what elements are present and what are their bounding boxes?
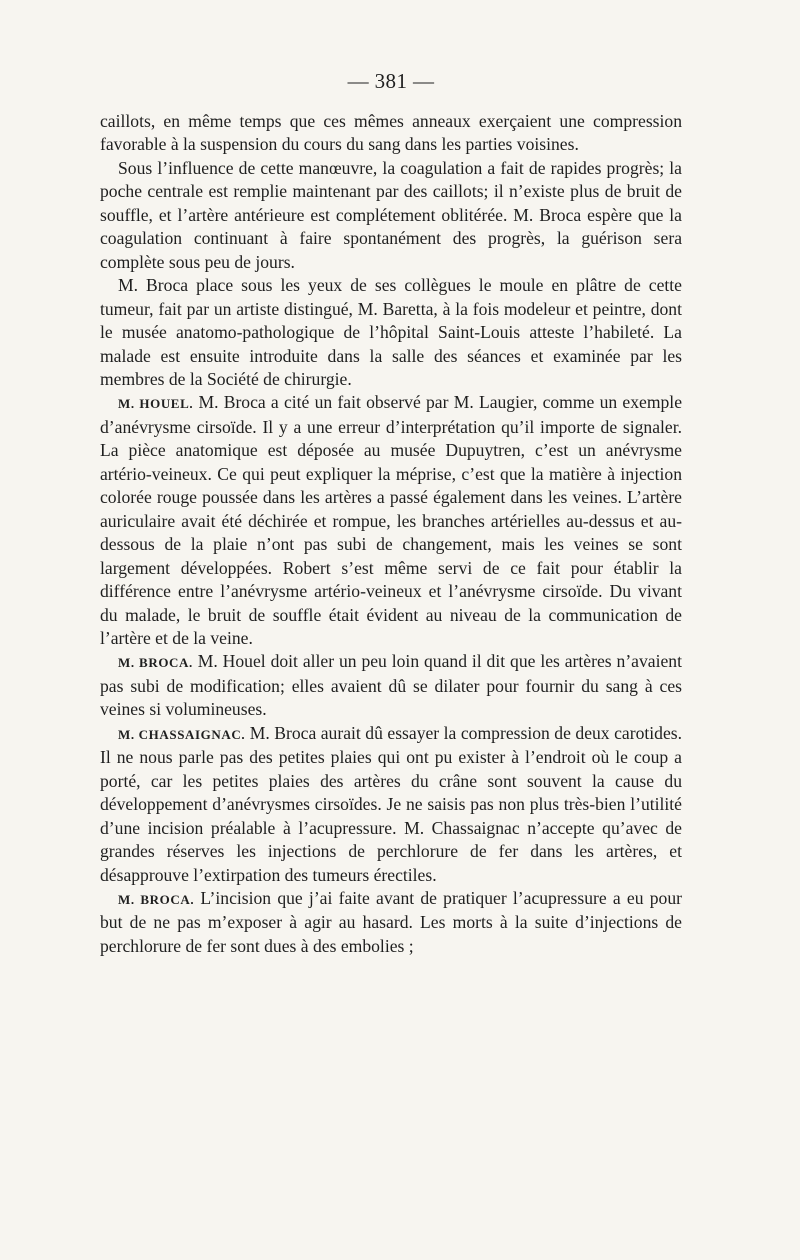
speaker-label: M. BROCA. bbox=[118, 655, 193, 671]
speaker-label: M. HOUEL. bbox=[118, 396, 194, 412]
page-number: — 381 — bbox=[347, 69, 435, 93]
paragraph-text: M. Broca aurait dû essayer la compression de deux carotides. Il ne nous parle pas des petites plaies qui ont pu exister à l’endroit où le coup a porté, car les petites plaies des artères du crâne sont souvent la cause du développement d’anévrysmes cirsoïdes. Je ne saisis pas non plus très-bien l’utilité d’une incision préalable à l’acupressure. M. Chassaignac n’accepte qu’avec de grandes réserves les injections de perchlorure de fer dans les artères, et désapprouve l’extirpation des tumeurs érectiles. bbox=[100, 722, 683, 885]
paragraph-text: L’incision que j’ai faite avant de pratiquer l’acupressure a eu pour but de ne pas m’exposer à agir au hasard. Les morts à la suite d’injections de perchlorure de fer sont dues à des embolies ; bbox=[100, 887, 682, 956]
speaker-label: M. BROCA. bbox=[118, 891, 195, 907]
paragraph-4 bbox=[100, 391, 682, 650]
paragraph-3 bbox=[100, 274, 682, 391]
paragraph-text: M. Houel doit aller un peu loin quand il dit que les artères n’avaient pas subi de modification; elles avaient dû se dilater pour fournir du sang à ces veines si volumineuses. bbox=[100, 651, 682, 720]
book-page bbox=[100, 68, 682, 958]
speaker-label: M. CHASSAIGNAC. bbox=[118, 726, 246, 742]
paragraph-text: M. Broca place sous les yeux de ses collègues le moule en plâtre de cette tumeur, fait par un artiste distingué, M. Baretta, à la fois modeleur et peintre, dont le musée anatomo-pathologique de l’hôpital Saint-Louis atteste l’habileté. La malade est ensuite introduite dans la salle des séances et examinée par les membres de la Société de chirurgie. bbox=[100, 275, 682, 389]
paragraph-6 bbox=[100, 722, 682, 887]
paragraph-1 bbox=[100, 110, 682, 157]
paragraph-text: caillots, en même temps que ces mêmes anneaux exerçaient une compression favorable à la suspension du cours du sang dans les parties voisines. bbox=[100, 111, 682, 155]
paragraph-text: M. Broca a cité un fait observé par M. Laugier, comme un exemple d’anévrysme cirsoïde. Il y a une erreur d’interprétation qu’il importe de signaler. La pièce anatomique est déposée au musée Dupuytren, c’est un anévrysme artério-veineux. Ce qui peut expliquer la méprise, c’est que la matière à injection colorée rouge poussée dans les artères a passé également dans les veines. L’artère auriculaire avait été déchirée et rompue, les branches artérielles au-dessus et au-dessous de la plaie n’ont pas subi de changement, mais les veines se sont largement développées. Robert s’est même servi de ce fait pour établir la différence entre l’anévrysme artério-veineux et l’anévrysme cirsoïde. Du vivant du malade, le bruit de souffle était évident au niveau de la communication de l’artère et de la veine. bbox=[100, 392, 682, 648]
paragraph-7 bbox=[100, 887, 682, 958]
paragraph-text: Sous l’influence de cette manœuvre, la coagulation a fait de rapides progrès; la poche centrale est remplie maintenant par des caillots; il n’existe plus de bruit de souffle, et l’artère antérieure est complétement oblitérée. M. Broca espère que la coagulation continuant à faire spontanément des progrès, la guérison sera complète sous peu de jours. bbox=[100, 157, 682, 272]
paragraph-2 bbox=[100, 157, 682, 274]
paragraph-5 bbox=[100, 650, 682, 721]
